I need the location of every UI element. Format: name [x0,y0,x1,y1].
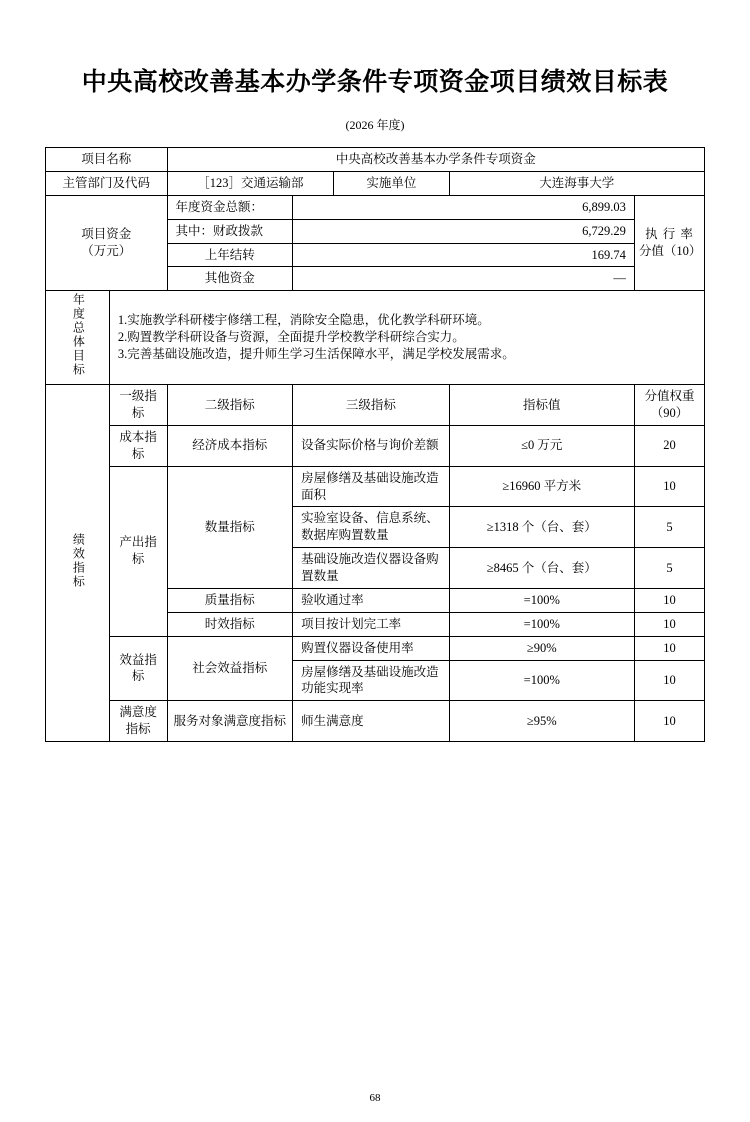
indicator-level3: 验收通过率 [293,588,449,612]
performance-row-label: 绩效指标 [46,385,110,742]
annual-goal-item: 2.购置教学科研设备与资源，全面提升学校教学科研综合实力。 [117,330,465,345]
indicator-weight: 10 [634,612,704,636]
indicator-value: =100% [449,612,634,636]
table-row-project-name [46,148,705,172]
table-row-annual-goal [46,291,705,385]
page-number: 68 [369,1092,381,1104]
indicator-weight: 10 [634,466,704,507]
funds-row-value: — [293,267,635,291]
indicator-value: ≥1318 个（台、套） [449,507,634,548]
page-title: 中央高校改善基本办学条件专项资金项目绩效目标表 [81,67,669,96]
indicator-level2: 服务对象满意度指标 [167,701,293,742]
funds-row-label: 上年结转 [167,243,293,267]
indicator-level3: 设备实际价格与询价差额 [293,425,449,466]
indicator-level2: 质量指标 [167,588,293,612]
annual-goal-item: 1.实施教学科研楼宇修缮工程，消除安全隐患，优化教学科研环境。 [117,313,490,328]
unit-value: 大连海事大学 [449,171,704,195]
column-header-level2: 二级指标 [167,385,293,426]
annual-goal-item: 3.完善基础设施改造，提升师生学习生活保障水平，满足学校发展需求。 [117,347,515,362]
indicator-value: ≥90% [449,636,634,660]
unit-label: 实施单位 [334,171,449,195]
indicator-level1: 产出指标 [109,466,167,636]
indicator-level1: 效益指标 [109,636,167,701]
column-header-level3: 三级指标 [293,385,449,426]
department-label: 主管部门及代码 [46,171,168,195]
funds-row-value: 6,729.29 [293,219,635,243]
indicator-weight: 10 [634,636,704,660]
table-row-indicator-header [46,385,705,426]
execution-rate-cell: 执 行 率 分值（10） [634,195,704,291]
funds-row-value: 169.74 [293,243,635,267]
indicator-level1: 满意度指标 [109,701,167,742]
funds-row-label: 其中：财政拨款 [167,219,293,243]
document-page [0,62,750,1122]
funds-row-value: 6,899.03 [293,195,635,219]
indicator-level3: 房屋修缮及基础设施改造面积 [293,466,449,507]
annual-goal-label: 年度总体目标 [46,291,110,385]
funds-row-label: 其他资金 [167,267,293,291]
indicator-value: =100% [449,588,634,612]
department-value: ［123］交通运输部 [167,171,334,195]
indicator-value: ≤0 万元 [449,425,634,466]
indicator-weight: 10 [634,588,704,612]
indicator-level2: 时效指标 [167,612,293,636]
indicator-value: ≥8465 个（台、套） [449,548,634,589]
indicator-level3: 实验室设备、信息系统、数据库购置数量 [293,507,449,548]
indicator-weight: 5 [634,548,704,589]
indicator-level2: 经济成本指标 [167,425,293,466]
table-row [46,636,705,660]
funds-row-label: 年度资金总额： [167,195,293,219]
indicator-level3: 师生满意度 [293,701,449,742]
column-header-value: 指标值 [449,385,634,426]
table-row [46,425,705,466]
indicator-value: ≥95% [449,701,634,742]
indicator-weight: 20 [634,425,704,466]
table-row [46,701,705,742]
page-subtitle: (2026 年度) [345,118,405,132]
indicator-level3: 基础设施改造仪器设备购置数量 [293,548,449,589]
indicator-level2: 数量指标 [167,466,293,588]
table-row-department [46,171,705,195]
indicator-weight: 5 [634,507,704,548]
indicator-value: ≥16960 平方米 [449,466,634,507]
funds-label: 项目资金 （万元） [46,195,168,291]
annual-goal-content [109,291,704,385]
indicator-level1: 成本指标 [109,425,167,466]
performance-target-table [45,147,705,742]
column-header-weight: 分值权重 （90） [634,385,704,426]
table-row [46,466,705,507]
indicator-level3: 项目按计划完工率 [293,612,449,636]
indicator-weight: 10 [634,701,704,742]
column-header-level1: 一级指标 [109,385,167,426]
indicator-weight: 10 [634,660,704,701]
project-name-label: 项目名称 [46,148,168,172]
indicator-level2: 社会效益指标 [167,636,293,701]
indicator-level3: 房屋修缮及基础设施改造功能实现率 [293,660,449,701]
table-row-funds-total [46,195,705,219]
indicator-level3: 购置仪器设备使用率 [293,636,449,660]
project-name-value: 中央高校改善基本办学条件专项资金 [167,148,705,172]
indicator-value: =100% [449,660,634,701]
